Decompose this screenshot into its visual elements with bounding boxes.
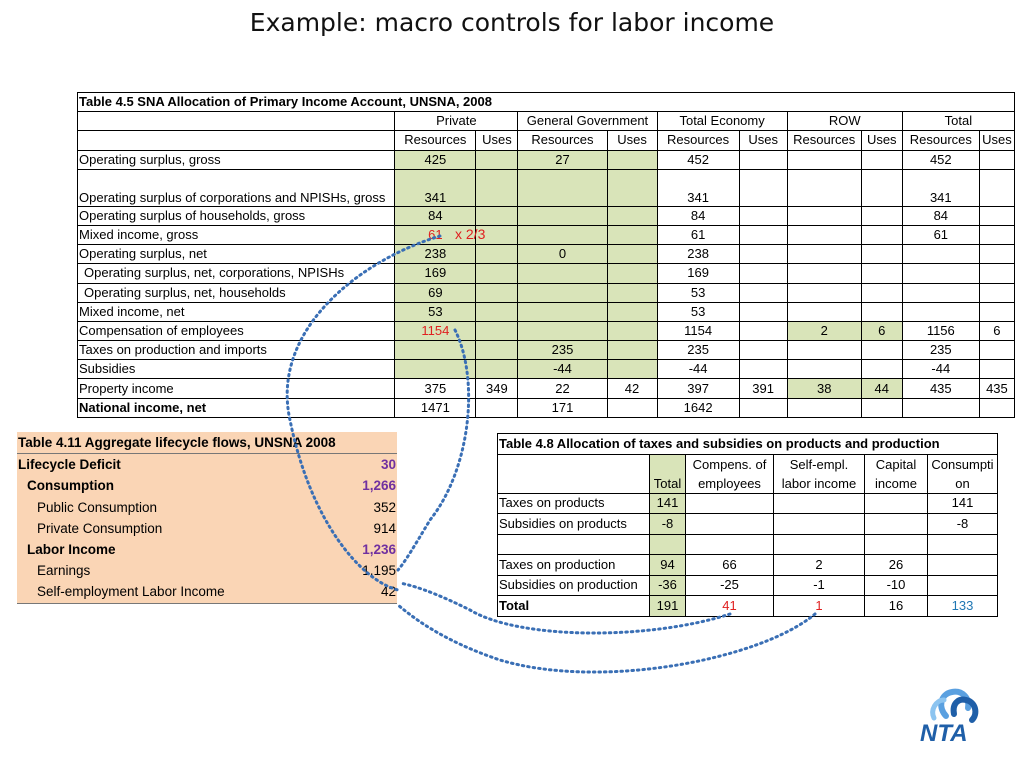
table-cell: [774, 534, 865, 555]
table-cell: [861, 341, 902, 360]
table-cell: [607, 264, 657, 283]
row-value: 42: [380, 584, 396, 600]
table-row: [78, 398, 1015, 417]
table-cell: 2: [774, 555, 865, 576]
table-4-11-caption: [17, 432, 397, 454]
row-label: Labor Income: [27, 542, 116, 558]
table-cell: 133: [928, 596, 998, 617]
table-cell: [902, 398, 979, 417]
table-cell: [902, 245, 979, 264]
table-cell: [787, 150, 861, 169]
table-cell: 397: [657, 379, 739, 398]
table-cell: -8: [650, 514, 686, 535]
table-cell: [607, 206, 657, 225]
row-value: 1,266: [362, 478, 396, 494]
nta-logo-text: NTA: [920, 720, 968, 747]
row-label: Operating surplus, net, corporations, NPISHs: [78, 264, 395, 283]
row-label: Taxes on production and imports: [78, 341, 395, 360]
table-row: [498, 534, 998, 555]
table-cell: [476, 398, 518, 417]
table-cell: [979, 206, 1014, 225]
table-row: [498, 596, 998, 617]
table-cell: [607, 302, 657, 321]
table-cell: 191: [650, 596, 686, 617]
table-cell: [902, 283, 979, 302]
table-cell: [607, 245, 657, 264]
table-cell: [928, 575, 998, 596]
table-cell: [865, 514, 928, 535]
table-row: [78, 169, 1015, 206]
table-cell: [476, 360, 518, 379]
table-cell: [607, 283, 657, 302]
table-cell: [861, 206, 902, 225]
table-cell: 375: [395, 379, 476, 398]
row-label: Taxes on products: [498, 493, 650, 514]
table-row: [78, 321, 1015, 340]
table-cell: 61: [395, 225, 476, 244]
table-row: [78, 379, 1015, 398]
table-cell: -44: [902, 360, 979, 379]
table-cell: [607, 169, 657, 206]
table-cell: 452: [902, 150, 979, 169]
table-row: [78, 341, 1015, 360]
table-cell: [739, 206, 787, 225]
row-label: Operating surplus, net: [78, 245, 395, 264]
table-cell: [861, 283, 902, 302]
group-header: Total Economy: [657, 112, 787, 131]
table-cell: [650, 534, 686, 555]
table-cell: 1471: [395, 398, 476, 417]
table-cell: [476, 169, 518, 206]
subheader: Uses: [739, 131, 787, 150]
table-cell: 238: [395, 245, 476, 264]
slide-title: Example: macro controls for labor income: [249, 8, 775, 37]
row-label: National income, net: [78, 398, 395, 417]
table-cell: 22: [518, 379, 607, 398]
table-cell: 1156: [902, 321, 979, 340]
row-label: Total: [498, 596, 650, 617]
table-cell: [607, 398, 657, 417]
table-cell: 61: [902, 225, 979, 244]
table-cell: 0: [518, 245, 607, 264]
table-cell: 26: [865, 555, 928, 576]
row-value: 914: [373, 520, 396, 536]
table-cell: 452: [657, 150, 739, 169]
table-cell: [787, 264, 861, 283]
caption-text: Table 4.11 Aggregate lifecycle flows, UNSNA 2008: [18, 435, 336, 451]
table-cell: [902, 302, 979, 321]
group-header: Total: [902, 112, 1014, 131]
table-cell: [518, 321, 607, 340]
table-cell: 84: [657, 206, 739, 225]
table-cell: 44: [861, 379, 902, 398]
table-cell: [979, 341, 1014, 360]
table-cell: 391: [739, 379, 787, 398]
table-cell: [865, 534, 928, 555]
table-row: [78, 360, 1015, 379]
row-label: [498, 534, 650, 555]
table-4-5: [77, 92, 1015, 418]
table-cell: [739, 360, 787, 379]
table-cell: -8: [928, 514, 998, 535]
table-row: [78, 206, 1015, 225]
table-cell: [476, 150, 518, 169]
subheader: Uses: [476, 131, 518, 150]
row-label: Operating surplus of households, gross: [78, 206, 395, 225]
table-cell: 235: [518, 341, 607, 360]
table-row: [17, 581, 397, 603]
table-cell: 41: [686, 596, 774, 617]
row-label: Operating surplus of corporations and NPISHs, gross: [78, 169, 395, 206]
column-header: Capital income: [865, 454, 928, 493]
table-cell: 66: [686, 555, 774, 576]
table-cell: 169: [657, 264, 739, 283]
table-cell: [787, 283, 861, 302]
table-cell: 1154: [657, 321, 739, 340]
row-label: Subsidies on products: [498, 514, 650, 535]
table-cell: [928, 534, 998, 555]
table-cell: [979, 264, 1014, 283]
row-value: 352: [373, 499, 396, 515]
table-cell: [518, 225, 607, 244]
table-cell: 341: [395, 169, 476, 206]
table-cell: [739, 169, 787, 206]
table-cell: [518, 283, 607, 302]
table-cell: [774, 493, 865, 514]
table-cell: 6: [979, 321, 1014, 340]
row-label: Self-employment Labor Income: [37, 584, 225, 600]
row-label: Operating surplus, net, households: [78, 283, 395, 302]
table-cell: [476, 302, 518, 321]
table-cell: [787, 245, 861, 264]
table-cell: [476, 206, 518, 225]
subheader: Resources: [518, 131, 607, 150]
table-cell: [861, 225, 902, 244]
table-cell: [739, 398, 787, 417]
table-cell: [518, 264, 607, 283]
row-label: Taxes on production: [498, 555, 650, 576]
table-cell: 69: [395, 283, 476, 302]
table-row: [78, 150, 1015, 169]
nta-logo: [918, 686, 1000, 746]
table-cell: 53: [395, 302, 476, 321]
table-cell: [518, 302, 607, 321]
table-cell: 341: [902, 169, 979, 206]
table-cell: [774, 514, 865, 535]
row-label: Public Consumption: [37, 499, 158, 515]
table-cell: [928, 555, 998, 576]
table-cell: [476, 264, 518, 283]
table-cell: [787, 206, 861, 225]
table-cell: 6: [861, 321, 902, 340]
table-cell: [739, 245, 787, 264]
table-cell: 238: [657, 245, 739, 264]
row-label: Mixed income, gross: [78, 225, 395, 244]
subheader: Resources: [902, 131, 979, 150]
table-cell: [518, 206, 607, 225]
table-row: [17, 497, 397, 518]
subheader: Resources: [395, 131, 476, 150]
table-cell: 141: [928, 493, 998, 514]
table-cell: [979, 245, 1014, 264]
table-4-8-caption: Table 4.8 Allocation of taxes and subsidies on products and production: [498, 434, 998, 455]
table-cell: 84: [395, 206, 476, 225]
group-header: General Government: [518, 112, 657, 131]
table-row: [78, 283, 1015, 302]
table-cell: 169: [395, 264, 476, 283]
row-value: 1,236: [362, 542, 396, 558]
subheader: Uses: [979, 131, 1014, 150]
table-row: [78, 264, 1015, 283]
row-value: 1,195: [362, 563, 396, 579]
table-row: [498, 575, 998, 596]
table-row: [17, 539, 397, 560]
table-cell: [787, 341, 861, 360]
header-blank: [78, 131, 395, 150]
subheader: Uses: [607, 131, 657, 150]
subheader: Resources: [657, 131, 739, 150]
subheader: Uses: [861, 131, 902, 150]
table-cell: 435: [979, 379, 1014, 398]
table-cell: [787, 398, 861, 417]
table-cell: -25: [686, 575, 774, 596]
row-label: Lifecycle Deficit: [18, 457, 121, 473]
table-row: [78, 302, 1015, 321]
table-row: [17, 475, 397, 496]
table-cell: 2: [787, 321, 861, 340]
row-label: Mixed income, net: [78, 302, 395, 321]
table-cell: 1642: [657, 398, 739, 417]
table-cell: [686, 493, 774, 514]
table-cell: [979, 150, 1014, 169]
table-cell: 1: [774, 596, 865, 617]
table-row: [498, 514, 998, 535]
row-label: Earnings: [37, 563, 91, 579]
table-cell: 425: [395, 150, 476, 169]
table-cell: [739, 150, 787, 169]
table-cell: [686, 514, 774, 535]
row-label: Subsidies on production: [498, 575, 650, 596]
group-header: ROW: [787, 112, 902, 131]
table-cell: [739, 225, 787, 244]
table-cell: [607, 321, 657, 340]
table-cell: [395, 341, 476, 360]
table-cell: [865, 493, 928, 514]
table-cell: [979, 398, 1014, 417]
row-label: Property income: [78, 379, 395, 398]
table-cell: [607, 360, 657, 379]
table-cell: 53: [657, 302, 739, 321]
table-cell: [861, 264, 902, 283]
table-cell: 94: [650, 555, 686, 576]
table-row: [498, 493, 998, 514]
table-cell: 84: [902, 206, 979, 225]
table-cell: [787, 225, 861, 244]
table-cell: -1: [774, 575, 865, 596]
table-cell: 235: [902, 341, 979, 360]
table-cell: [787, 302, 861, 321]
table-cell: [476, 341, 518, 360]
table-cell: [739, 302, 787, 321]
table-row: [498, 555, 998, 576]
table-cell: -44: [518, 360, 607, 379]
table-cell: 38: [787, 379, 861, 398]
row-label: Compensation of employees: [78, 321, 395, 340]
header-blank: [498, 454, 650, 493]
group-header: Private: [395, 112, 518, 131]
row-label: Private Consumption: [37, 520, 163, 536]
table-cell: [979, 302, 1014, 321]
table-4-5-caption: Table 4.5 SNA Allocation of Primary Income Account, UNSNA, 2008: [78, 93, 1015, 112]
table-row: [17, 518, 397, 539]
table-cell: 42: [607, 379, 657, 398]
column-header: Consumption: [928, 454, 998, 493]
table-row: [17, 454, 397, 475]
table-cell: [607, 341, 657, 360]
table-cell: [607, 225, 657, 244]
table-cell: 235: [657, 341, 739, 360]
header-blank: [78, 112, 395, 131]
table-cell: [476, 283, 518, 302]
table-cell: [861, 398, 902, 417]
column-header: Self-empl. labor income: [774, 454, 865, 493]
table-cell: 171: [518, 398, 607, 417]
row-label: Operating surplus, gross: [78, 150, 395, 169]
table-cell: [607, 150, 657, 169]
table-cell: [902, 264, 979, 283]
table-row: [78, 245, 1015, 264]
table-cell: [861, 302, 902, 321]
table-cell: [861, 169, 902, 206]
table-cell: -36: [650, 575, 686, 596]
table-cell: [861, 245, 902, 264]
table-cell: 349: [476, 379, 518, 398]
multiplier-annotation: x 2/3: [455, 226, 486, 242]
table-cell: [787, 360, 861, 379]
table-4-8: [497, 433, 998, 617]
table-cell: [686, 534, 774, 555]
table-cell: [739, 283, 787, 302]
table-cell: 1154: [395, 321, 476, 340]
table-cell: [979, 360, 1014, 379]
table-cell: [739, 321, 787, 340]
table-cell: [979, 283, 1014, 302]
table-cell: [476, 245, 518, 264]
table-cell: [861, 150, 902, 169]
table-cell: [395, 360, 476, 379]
table-cell: 53: [657, 283, 739, 302]
table-cell: [787, 169, 861, 206]
table-cell: -10: [865, 575, 928, 596]
table-cell: 341: [657, 169, 739, 206]
table-cell: 61: [657, 225, 739, 244]
row-label: Subsidies: [78, 360, 395, 379]
subheader: Resources: [787, 131, 861, 150]
table-cell: 435: [902, 379, 979, 398]
row-label: Consumption: [27, 478, 114, 494]
column-header: Total: [650, 454, 686, 493]
table-row: [17, 560, 397, 581]
table-4-11: [17, 432, 397, 604]
column-header: Compens. of employees: [686, 454, 774, 493]
table-cell: [979, 225, 1014, 244]
table-cell: [476, 321, 518, 340]
table-cell: [979, 169, 1014, 206]
table-cell: [518, 169, 607, 206]
table-cell: [739, 264, 787, 283]
table-cell: [861, 360, 902, 379]
table-row: [78, 225, 1015, 244]
table-cell: 16: [865, 596, 928, 617]
table-cell: 27: [518, 150, 607, 169]
table-cell: [739, 341, 787, 360]
table-cell: -44: [657, 360, 739, 379]
row-value: 30: [380, 457, 396, 473]
table-cell: 141: [650, 493, 686, 514]
